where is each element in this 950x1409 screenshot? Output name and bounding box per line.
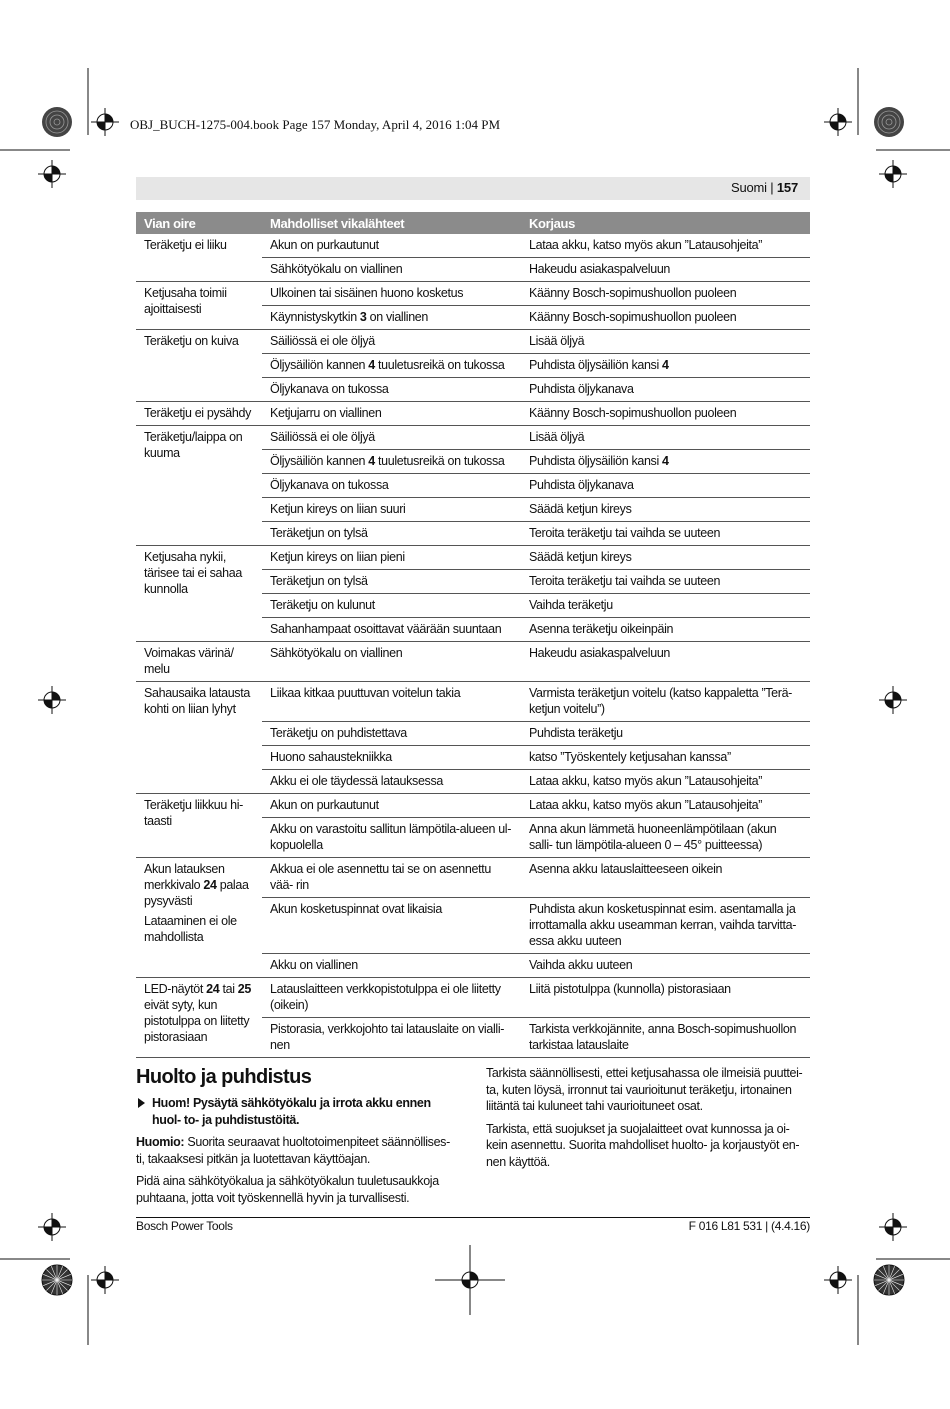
fix-cell: Anna akun lämmetä huoneenlämpötilaan (akun salli- tun lämpötila-alueen 0 – 45° puitteessa)	[521, 818, 810, 858]
fix-cell: Hakeudu asiakaspalveluun	[521, 258, 810, 282]
fault-cell	[136, 642, 262, 682]
fault-cell	[136, 234, 262, 282]
cause-cell: Ketjun kireys on liian pieni	[262, 546, 521, 570]
table-row	[136, 234, 810, 258]
right-column	[486, 1065, 810, 1176]
fix-cell: Säädä ketjun kireys	[521, 546, 810, 570]
cause-cell: Öljysäiliön kannen 4 tuuletusreikä on tukossa	[262, 354, 521, 378]
fault-text: Teräketju ei liiku	[144, 238, 227, 252]
fix-cell: Puhdista öljysäiliön kansi 4	[521, 354, 810, 378]
cause-cell: Akkua ei ole asennettu tai se on asennettu vää- rin	[262, 858, 521, 898]
warning-paragraph	[136, 1095, 461, 1128]
table-row	[136, 858, 810, 898]
paragraph-right-1: Tarkista säännöllisesti, ettei ketjusahassa ole ilmeisiä puuttei- ta, kuten löysä, irronnut tai vaurioitunut teräketju, irtonainen liitäntä tai kuluneet tahi vaurioituneet osat.	[486, 1066, 803, 1113]
fix-cell: Lisää öljyä	[521, 426, 810, 450]
footer-divider	[136, 1217, 810, 1218]
cause-cell: Latauslaitteen verkkopistotulppa ei ole liitetty (oikein)	[262, 978, 521, 1018]
table-body	[136, 234, 810, 1058]
fault-cell	[136, 330, 262, 402]
cause-cell: Teräketjun on tylsä	[262, 570, 521, 594]
fault-cell	[136, 858, 262, 978]
table-row	[136, 546, 810, 570]
fix-cell: Hakeudu asiakaspalveluun	[521, 642, 810, 682]
fix-cell: Asenna akku latauslaitteeseen oikein	[521, 858, 810, 898]
cause-cell: Akku on varastoitu sallitun lämpötila-alueen ul- kopuolella	[262, 818, 521, 858]
fault-cell	[136, 426, 262, 546]
cause-cell: Akun kosketuspinnat ovat likaisia	[262, 898, 521, 954]
fix-cell: Puhdista akun kosketuspinnat esim. asentamalla ja irrottamalla akku useamman kerran, vaihda tarvitta- essa akku uuteen	[521, 898, 810, 954]
fault-cell	[136, 402, 262, 426]
fix-cell: Teroita teräketju tai vaihda se uuteen	[521, 522, 810, 546]
cause-cell: Akku on viallinen	[262, 954, 521, 978]
fault-cell	[136, 282, 262, 330]
fault-text: Voimakas värinä/ melu	[144, 646, 234, 676]
fault-cell	[136, 978, 262, 1058]
table-row	[136, 978, 810, 1018]
footer-right: F 016 L81 531 | (4.4.16)	[688, 1219, 810, 1233]
fix-cell: Varmista teräketjun voitelu (katso kappaletta ”Terä- ketjun voitelu”)	[521, 682, 810, 722]
cause-cell: Ketjujarru on viallinen	[262, 402, 521, 426]
header-separator: |	[770, 180, 774, 195]
fix-cell: Tarkista verkkojännite, anna Bosch-sopimushuollon tarkistaa latauslaite	[521, 1018, 810, 1058]
fault-text: Teräketju liikkuu hi- taasti	[144, 798, 243, 828]
fix-cell: Puhdista öljykanava	[521, 474, 810, 498]
cause-cell: Teräketju on puhdistettava	[262, 722, 521, 746]
cause-cell: Ketjun kireys on liian suuri	[262, 498, 521, 522]
cause-cell: Säiliössä ei ole öljyä	[262, 330, 521, 354]
cause-cell: Öljysäiliön kannen 4 tuuletusreikä on tukossa	[262, 450, 521, 474]
fault-text: Ketjusaha nykii, tärisee tai ei sahaa kunnolla	[144, 550, 242, 596]
fault-cell	[136, 794, 262, 858]
header-page-number: 157	[776, 180, 798, 195]
header-fault: Vian oire	[136, 212, 262, 234]
troubleshooting-table	[136, 212, 810, 1058]
table-row	[136, 642, 810, 682]
page-header-band	[136, 177, 810, 200]
fault-text: Akun latauksen merkkivalo 24 palaa pysyvästi	[144, 862, 249, 908]
note-text: Suorita seuraavat huoltotoimenpiteet säännöllises- ti, takaaksesi pitkän ja luotettavan käyttöajan.	[136, 1135, 450, 1166]
cause-cell: Sähkötyökalu on viallinen	[262, 642, 521, 682]
fix-cell: Puhdista öljysäiliön kansi 4	[521, 450, 810, 474]
fix-cell: Vaihda akku uuteen	[521, 954, 810, 978]
section-title: Huolto ja puhdistus	[136, 1066, 312, 1088]
fault-cell	[136, 682, 262, 794]
table-row	[136, 402, 810, 426]
cause-cell: Sahanhampaat osoittavat väärään suuntaan	[262, 618, 521, 642]
fault-text: Sahausaika latausta kohti on liian lyhyt	[144, 686, 250, 716]
fault-cell	[136, 546, 262, 642]
cause-cell: Huono sahaustekniikka	[262, 746, 521, 770]
book-header: OBJ_BUCH-1275-004.book Page 157 Monday, April 4, 2016 1:04 PM	[130, 117, 501, 132]
fix-cell: Puhdista öljykanava	[521, 378, 810, 402]
warning-text: Huom! Pysäytä sähkötyökalu ja irrota akku ennen huol- to- ja puhdistustöitä.	[152, 1096, 431, 1127]
table-header-row	[136, 212, 810, 234]
paragraph-right-2: Tarkista, että suojukset ja suojalaitteet ovat kunnossa ja oi- kein asennettu. Suorita mahdolliset huolto- ja korjaustyöt en- nen käyttöä.	[486, 1121, 800, 1169]
table-row	[136, 682, 810, 722]
cause-cell: Teräketju on kulunut	[262, 594, 521, 618]
cause-cell: Akun on purkautunut	[262, 234, 521, 258]
fix-cell: Säädä ketjun kireys	[521, 498, 810, 522]
footer-left: Bosch Power Tools	[136, 1219, 233, 1233]
fix-cell: Asenna teräketju oikeinpäin	[521, 618, 810, 642]
fix-cell: Lisää öljyä	[521, 330, 810, 354]
cause-cell: Käynnistyskytkin 3 on viallinen	[262, 306, 521, 330]
page-header	[731, 180, 798, 195]
cause-cell: Öljykanava on tukossa	[262, 378, 521, 402]
fault-text: Ketjusaha toimii ajoittaisesti	[144, 286, 227, 316]
note-paragraph	[136, 1134, 461, 1167]
cause-cell: Öljykanava on tukossa	[262, 474, 521, 498]
fault-text: Teräketju/laippa on kuuma	[144, 430, 243, 460]
cause-cell: Sähkötyökalu on viallinen	[262, 258, 521, 282]
fault-text: Teräketju on kuiva	[144, 334, 239, 348]
table-row	[136, 794, 810, 818]
fix-cell: Lataa akku, katso myös akun ”Latausohjeita”	[521, 770, 810, 794]
cause-cell: Ulkoinen tai sisäinen huono kosketus	[262, 282, 521, 306]
fix-cell: Käänny Bosch-sopimushuollon puoleen	[521, 282, 810, 306]
fix-cell: Käänny Bosch-sopimushuollon puoleen	[521, 402, 810, 426]
note-label: Huomio:	[136, 1135, 185, 1149]
cause-cell: Teräketjun on tylsä	[262, 522, 521, 546]
cause-cell: Säiliössä ei ole öljyä	[262, 426, 521, 450]
fix-cell: Vaihda teräketju	[521, 594, 810, 618]
cause-cell: Akku ei ole täydessä latauksessa	[262, 770, 521, 794]
fix-cell: Liitä pistotulppa (kunnolla) pistorasiaan	[521, 978, 810, 1018]
fix-cell: Käänny Bosch-sopimushuollon puoleen	[521, 306, 810, 330]
cause-cell: Liikaa kitkaa puuttuvan voitelun takia	[262, 682, 521, 722]
left-column	[136, 1095, 461, 1212]
fault-text: Teräketju ei pysähdy	[144, 406, 251, 420]
cause-cell: Akun on purkautunut	[262, 794, 521, 818]
table-row	[136, 282, 810, 306]
cause-cell: Pistorasia, verkkojohto tai latauslaite on vialli- nen	[262, 1018, 521, 1058]
fix-cell: Puhdista teräketju	[521, 722, 810, 746]
header-cause: Mahdolliset vikalähteet	[262, 212, 521, 234]
fault-text: LED-näytöt 24 tai 25 eivät syty, kun pistotulppa on liitetty pistorasiaan	[144, 982, 251, 1044]
table-row	[136, 330, 810, 354]
fault-text-secondary: Lataaminen ei ole mahdollista	[144, 914, 237, 944]
paragraph-left: Pidä aina sähkötyökalua ja sähkötyökalun tuuletusaukkoja puhtaana, jotta voit työskennellä hyvin ja turvallisesti.	[136, 1174, 439, 1205]
table-row	[136, 426, 810, 450]
fix-cell: katso ”Työskentely ketjusahan kanssa”	[521, 746, 810, 770]
header-language: Suomi	[731, 180, 767, 195]
fix-cell: Lataa akku, katso myös akun ”Latausohjeita”	[521, 234, 810, 258]
fix-cell: Lataa akku, katso myös akun ”Latausohjeita”	[521, 794, 810, 818]
fix-cell: Teroita teräketju tai vaihda se uuteen	[521, 570, 810, 594]
warning-triangle-icon	[138, 1098, 145, 1108]
header-fix: Korjaus	[521, 212, 810, 234]
